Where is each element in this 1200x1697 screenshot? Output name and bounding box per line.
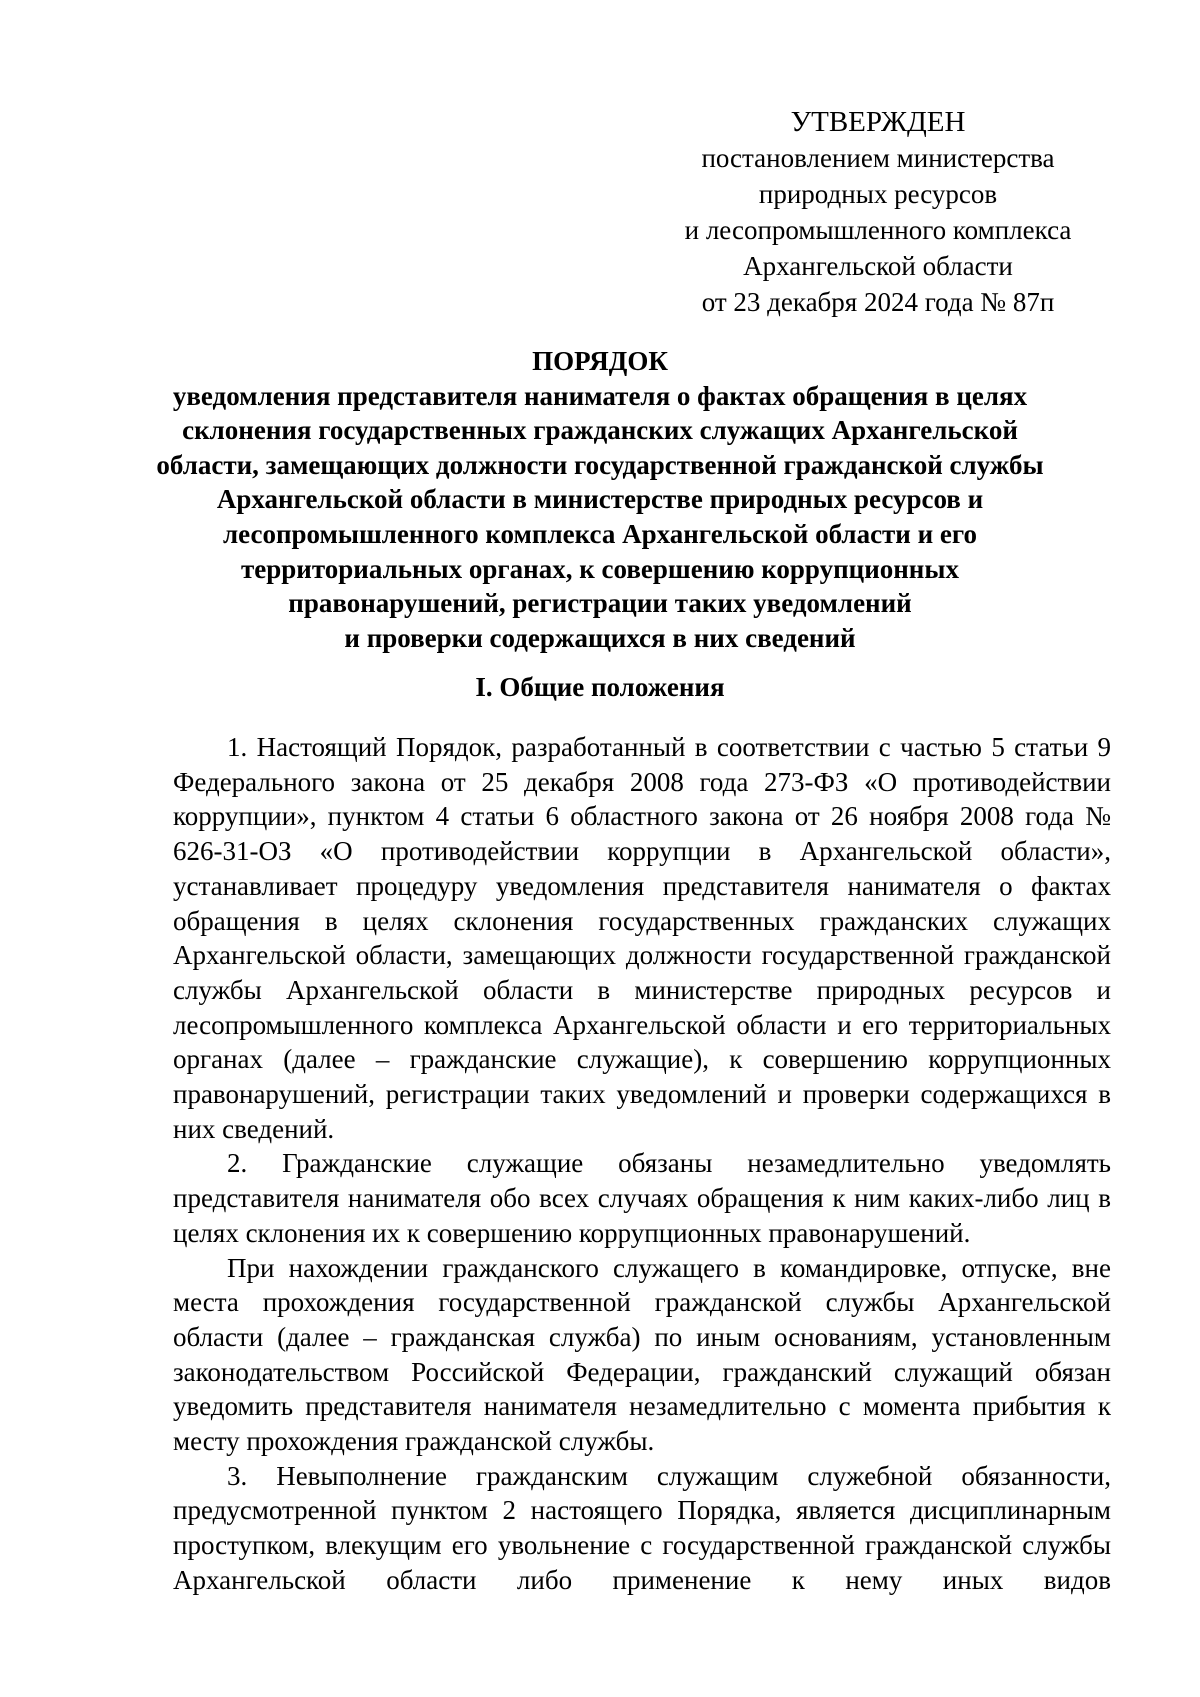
approval-date-number: от 23 декабря 2024 года № 87п xyxy=(701,287,1055,317)
approval-line: постановлением министерства xyxy=(701,143,1055,173)
title-line: уведомления представителя нанимателя о фактах обращения в целях xyxy=(172,380,1028,411)
section-heading: I. Общие положения xyxy=(475,672,725,702)
approval-line: и лесопромышленного комплекса xyxy=(684,215,1072,245)
title-line: Архангельской области в министерстве природных ресурсов и xyxy=(216,484,984,515)
title-line: лесопромышленного комплекса Архангельской области и его xyxy=(223,518,977,549)
paragraph-2-continued: При нахождении гражданского служащего в командировке, отпуске, вне места прохождения государственной гражданской службы Архангельской области (далее – гражданская служба) по иным основаниям, установленным законодательством Российской Федерации, гражданский служащий обязан уведомить представителя нанимателя незамедлительно с момента прибытия к месту прохождения гражданской службы. xyxy=(173,1252,1111,1457)
paragraph-3: 3. Невыполнение гражданским служащим служебной обязанности, предусмотренной пунктом 2 настоящего Порядка, является дисциплинарным проступком, влекущим его увольнение с государственной гражданской службы Архангельской области либо применение к нему иных видов xyxy=(173,1460,1111,1595)
title-line: правонарушений, регистрации таких уведомлений xyxy=(288,588,912,619)
title-line: склонения государственных гражданских служащих Архангельской xyxy=(182,415,1018,446)
title-line: и проверки содержащихся в них сведений xyxy=(344,622,856,653)
title-heading: ПОРЯДОК xyxy=(532,346,668,376)
paragraph-2: 2. Гражданские служащие обязаны незамедлительно уведомлять представителя нанимателя обо всех случаях обращения к ним каких-либо лиц в целях склонения их к совершению коррупционных правонарушений. xyxy=(173,1148,1111,1248)
approval-line: Архангельской области xyxy=(743,251,1013,281)
title-line: области, замещающих должности государственной гражданской службы xyxy=(156,449,1044,480)
approval-stamp xyxy=(648,104,1108,320)
document-title xyxy=(150,344,1050,655)
approval-line: природных ресурсов xyxy=(758,179,998,209)
paragraph-1: 1. Настоящий Порядок, разработанный в соответствии с частью 5 статьи 9 Федерального закона от 25 декабря 2008 года 273-ФЗ «О противодействии коррупции», пунктом 4 статьи 6 областного закона от 26 ноября 2008 года № 626-31-ОЗ «О противодействии коррупции в Архангельской области», устанавливает процедуру уведомления представителя нанимателя о фактах обращения в целях склонения государственных гражданских служащих Архангельской области, замещающих должности государственной гражданской службы Архангельской области в министерстве природных ресурсов и лесопромышленного комплекса Архангельской области и его территориальных органах (далее – гражданские служащие), к совершению коррупционных правонарушений, регистрации таких уведомлений и проверки содержащихся в них сведений. xyxy=(173,732,1111,1144)
section-body xyxy=(173,730,1111,1598)
title-line: территориальных органах, к совершению коррупционных xyxy=(241,553,959,584)
approval-heading: УТВЕРЖДЕН xyxy=(790,106,966,138)
